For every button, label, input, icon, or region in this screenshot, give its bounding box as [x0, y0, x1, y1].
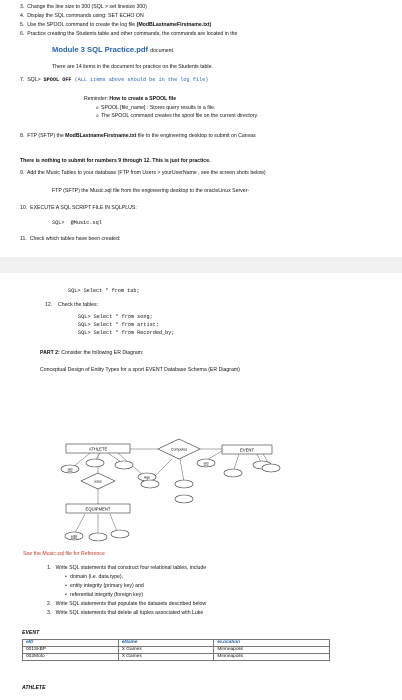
athlete-table-title: ATHLETE: [22, 685, 46, 691]
table-cell: 002Moto: [23, 654, 119, 661]
table-header-cell: eID: [23, 640, 119, 647]
svg-text:ATHLETE: ATHLETE: [88, 446, 108, 452]
svg-text:Competes: Competes: [170, 447, 188, 452]
document-page-1: [0, 0, 402, 257]
select-artist: SQL> Select * from artist;: [78, 322, 159, 328]
event-table-title: EVENT: [22, 630, 40, 636]
svg-text:eqId: eqId: [70, 534, 78, 539]
reminder-item-b: o The SPOOL command creates the spool file on the current directory.: [101, 113, 258, 120]
event-table: [22, 639, 330, 661]
table-row: [23, 647, 330, 654]
attr-event-3: [262, 464, 280, 472]
svg-text:EQUIPMENT: EQUIPMENT: [85, 506, 111, 512]
attr-event-1: [224, 469, 242, 477]
table-header-cell: eName: [118, 640, 214, 647]
step-6: 6. Practice creating the Students table and other commands, the commands are located in the: [20, 31, 238, 37]
table-row: [23, 654, 330, 661]
task-1: 1. Write SQL statements that construct four relational tables, include: [47, 565, 207, 571]
diagram-caption: Conceptual Design of Entity Types for a sport EVENT Database Schema (ER Diagram): [40, 367, 240, 373]
attr-equipment-1: [89, 533, 107, 541]
step-5: 5. Use the SPOOL command to create the log file (ModBLastnameFirstname.txt): [20, 22, 212, 28]
page-gap: [0, 257, 402, 273]
svg-text:Age: Age: [143, 475, 151, 480]
svg-text:eId: eId: [203, 461, 209, 466]
task-2: 2. Write SQL statements that populate the datasets described below: [47, 601, 207, 607]
attr-athlete-1: [86, 459, 104, 467]
reminder-heading: Reminder: How to create a SPOOL file: [84, 96, 177, 102]
step-11: 11. Check which tables have been created:: [20, 236, 121, 242]
svg-text:aId: aId: [67, 467, 73, 472]
nothing-note: There is nothing to submit for numbers 9 through 12. This is just for practice.: [20, 158, 211, 164]
svg-text:EVENT: EVENT: [240, 447, 254, 453]
items-note: There are 14 items in the document for practice on the Students table.: [52, 64, 213, 70]
reminder-item-a: o SPOOL [file_name] : Stores query results in a file.: [101, 105, 215, 112]
task-1c: • referential integrity (foreign key): [70, 592, 143, 599]
svg-text:uses: uses: [94, 479, 102, 484]
step-8: 8. FTP (SFTP) the ModBLastnameFirstname.txt file to the engineering desktop to submit on Canvas: [20, 133, 256, 139]
step-9: 9. Add the Music Tables to your database (FTP from Users > yourUserName , see the screen shots below): [20, 170, 266, 176]
table-header-cell: eLocation: [214, 640, 330, 647]
task-1b: • entity integrity (primary key) and: [70, 583, 144, 590]
step-7: 7. SQL> SPOOL OFF (ALL items above should be in the log file): [20, 77, 209, 83]
step-3: 3. Change the line size to 300 (SQL > set linesize 300): [20, 4, 147, 10]
execute-command: SQL> @Music.sql: [52, 220, 102, 226]
document-page-2: [0, 273, 402, 700]
table-cell: Minneapolis: [214, 647, 330, 654]
er-diagram: [0, 273, 402, 700]
select-tab-command: SQL> Select * from tab;: [68, 288, 140, 294]
step-4: 4. Display the SQL commands using: SET ECHO ON: [20, 13, 144, 19]
table-cell: X Games: [118, 647, 214, 654]
attr-equipment-2: [111, 530, 129, 538]
table-header-row: [23, 640, 330, 647]
task-1a: • domain (i.e. data type),: [70, 574, 123, 581]
table-cell: X Games: [118, 654, 214, 661]
select-song: SQL> Select * from song;: [78, 314, 153, 320]
select-recorded-by: SQL> Select * from Recorded_by;: [78, 330, 175, 336]
table-cell: Minneapolis: [214, 654, 330, 661]
part2-heading: PART 2: Consider the following ER Diagram:: [40, 350, 144, 356]
ftp-note: FTP (SFTP) the Music.sql file from the engineering desktop to the oracleLinux Server-: [52, 188, 250, 194]
step-12: 12. Check the tables:: [45, 302, 99, 308]
attr-competes-2: [175, 480, 193, 488]
module-title: Module 3 SQL Practice.pdf document.: [52, 45, 175, 54]
attr-athlete-2: [115, 461, 133, 469]
attr-event-4: [175, 495, 193, 503]
reference-note: See the Music.sql file for Reference: [23, 551, 105, 557]
table-cell: 001SkBP: [23, 647, 119, 654]
task-3: 3. Write SQL statements that delete all tuples associated with Luke: [47, 610, 204, 616]
step-10: 10. EXECUTE A SQL SCRIPT FILE IN SQLPLUS:: [20, 205, 137, 211]
attr-competes-1: [141, 480, 159, 488]
